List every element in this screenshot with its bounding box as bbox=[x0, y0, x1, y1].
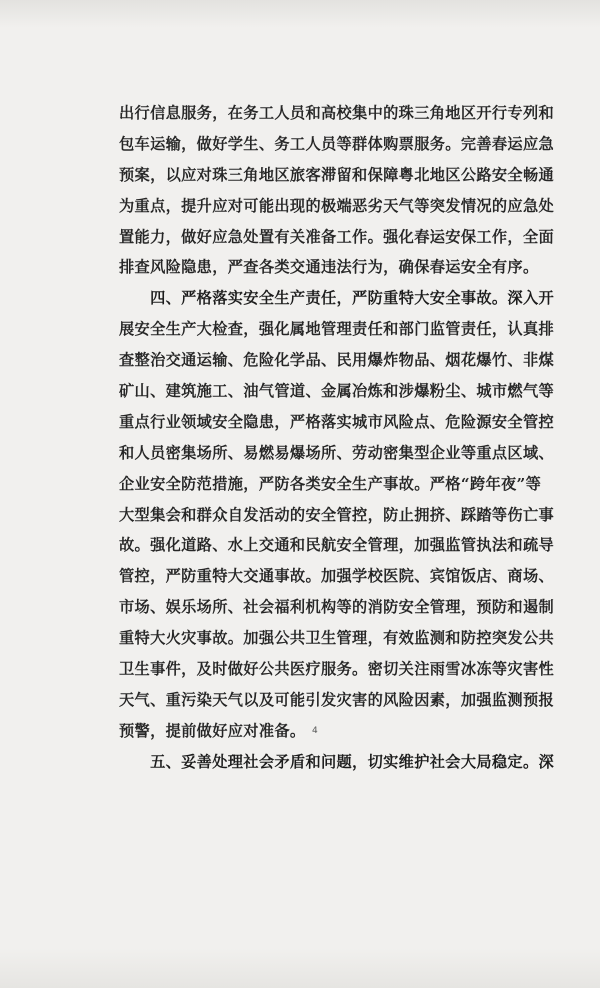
text-line: 重特大火灾事故。加强公共卫生管理，有效监测和防控突发公共 bbox=[119, 629, 555, 648]
text-line: 预案，以应对珠三角地区旅客滞留和保障粤北地区公路安全畅通 bbox=[119, 165, 555, 184]
text-line: 大型集会和群众自发活动的安全管控，防止拥挤、踩踏等伤亡事 bbox=[119, 505, 555, 524]
document-body bbox=[119, 98, 555, 778]
text-line: 出行信息服务，在务工人员和高校集中的珠三角地区开行专列和 bbox=[119, 104, 555, 122]
text-line: 企业安全防范措施，严防各类安全生产事故。严格“跨年夜”等 bbox=[119, 474, 542, 493]
page-number: 4 bbox=[312, 726, 318, 736]
text-line: 和人员密集场所、易燃易爆场所、劳动密集型企业等重点区域、 bbox=[119, 443, 555, 462]
text-line: 卫生事件，及时做好公共医疗服务。密切关注雨雪冰冻等灾害性 bbox=[119, 660, 555, 679]
text-line: 管控，严防重特大交通事故。加强学校医院、宾馆饭店、商场、 bbox=[119, 567, 555, 586]
scan-shadow-top bbox=[0, 0, 600, 28]
text-line: 展安全生产大检查，强化属地管理责任和部门监管责任，认真排 bbox=[119, 320, 555, 339]
text-line: 查整治交通运输、危险化学品、民用爆炸物品、烟花爆竹、非煤 bbox=[119, 351, 555, 370]
text-line: 矿山、建筑施工、油气管道、金属冶炼和涉爆粉尘、城市燃气等 bbox=[119, 382, 555, 401]
text-line: 天气、重污染天气以及可能引发灾害的风险因素，加强监测预报 bbox=[119, 690, 555, 709]
text-line: 重点行业领域安全隐患，严格落实城市风险点、危险源安全管控 bbox=[119, 412, 555, 431]
text-line: 排查风险隐患，严查各类交通违法行为，确保春运安全有序。 bbox=[119, 258, 539, 277]
scan-shadow-bottom bbox=[0, 948, 600, 988]
text-line: 市场、娱乐场所、社会福利机构等的消防安全管理，预防和遏制 bbox=[119, 598, 555, 617]
section-heading-5: 五、妥善处理社会矛盾和问题，切实维护社会大局稳定。深 bbox=[119, 752, 555, 771]
section-heading-4: 四、严格落实安全生产责任，严防重特大安全事故。深入开 bbox=[119, 289, 555, 308]
text-line: 故。强化道路、水上交通和民航安全管理，加强监管执法和疏导 bbox=[119, 536, 555, 555]
text-line: 置能力，做好应急处置有关准备工作。强化春运安保工作，全面 bbox=[119, 227, 555, 246]
text-line: 为重点，提升应对可能出现的极端恶劣天气等突发情况的应急处 bbox=[119, 196, 555, 215]
text-line: 包车运输，做好学生、务工人员等群体购票服务。完善春运应急 bbox=[119, 134, 555, 153]
text-line: 预警，提前做好应对准备。 bbox=[119, 721, 306, 740]
